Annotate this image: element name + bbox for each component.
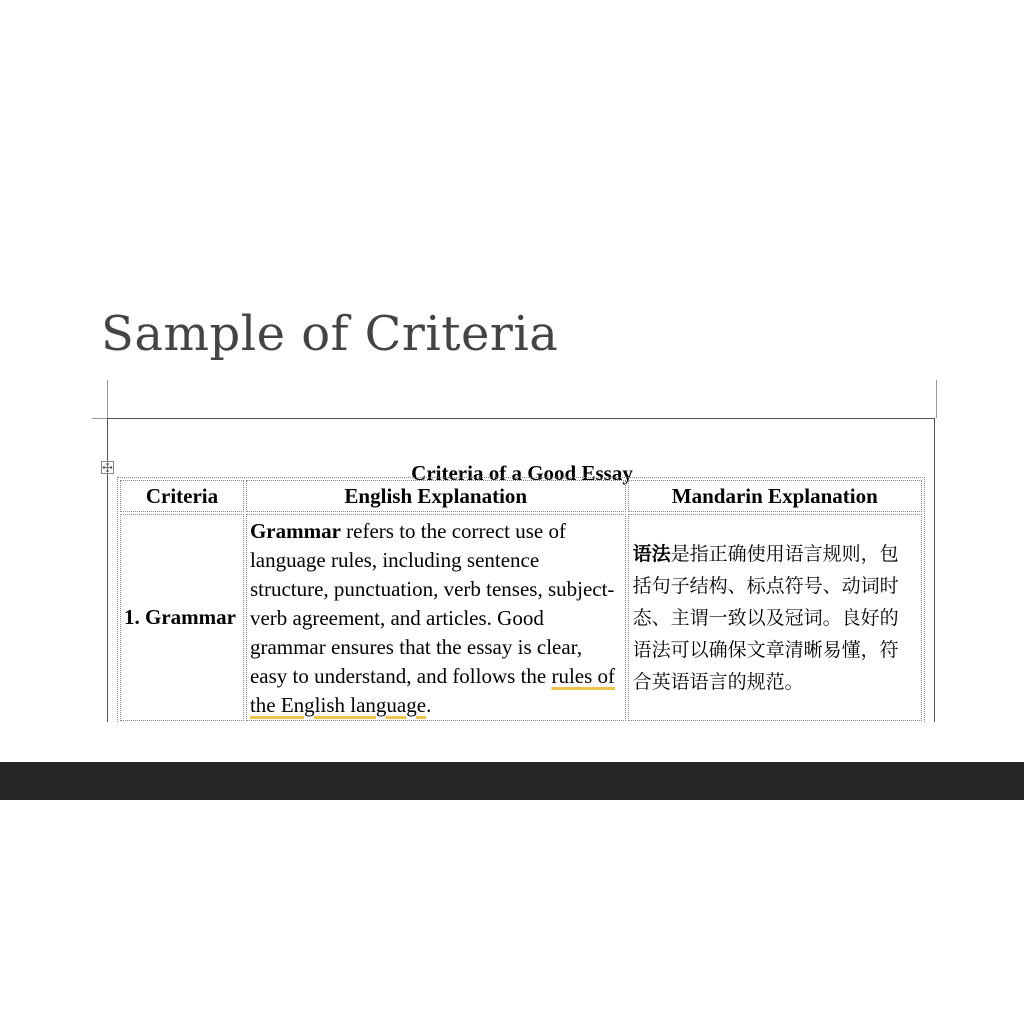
header-criteria: Criteria <box>120 480 244 512</box>
mandarin-explanation <box>628 514 922 721</box>
grammar-flagged-text[interactable]: rules of the English language <box>249 664 616 717</box>
slide-title: Sample of Criteria <box>101 306 559 362</box>
document-screenshot <box>92 380 938 722</box>
english-text: refers to the correct use of language rules, including sentence structure, punctuation, verb tenses, subject-verb agreement, and articles. Good grammar ensures that the essay is clear, easy to understand, and follows the <box>249 519 615 688</box>
crop-mark <box>92 418 108 419</box>
table-header-row <box>120 480 922 512</box>
criteria-name: 1. Grammar <box>120 514 244 721</box>
mandarin-text: 是指正确使用语言规则，包括句子结构、标点符号、动词时态、主谓一致以及冠词。良好的语法可以确保文章清晰易懂，符合英语语言的规范。 <box>632 542 899 693</box>
english-end: . <box>426 693 432 717</box>
english-term: Grammar <box>249 519 341 543</box>
table-row <box>120 514 922 721</box>
mandarin-term: 语法 <box>632 542 671 565</box>
move-arrows-icon[interactable] <box>101 461 114 474</box>
header-english-explanation: English Explanation <box>246 480 626 512</box>
crop-mark <box>107 380 108 418</box>
crop-mark <box>936 380 937 418</box>
criteria-table <box>117 477 925 722</box>
bottom-bar <box>0 762 1024 800</box>
header-mandarin-explanation: Mandarin Explanation <box>628 480 922 512</box>
english-explanation <box>246 514 626 721</box>
table-caption: Criteria of a Good Essay <box>411 461 633 485</box>
